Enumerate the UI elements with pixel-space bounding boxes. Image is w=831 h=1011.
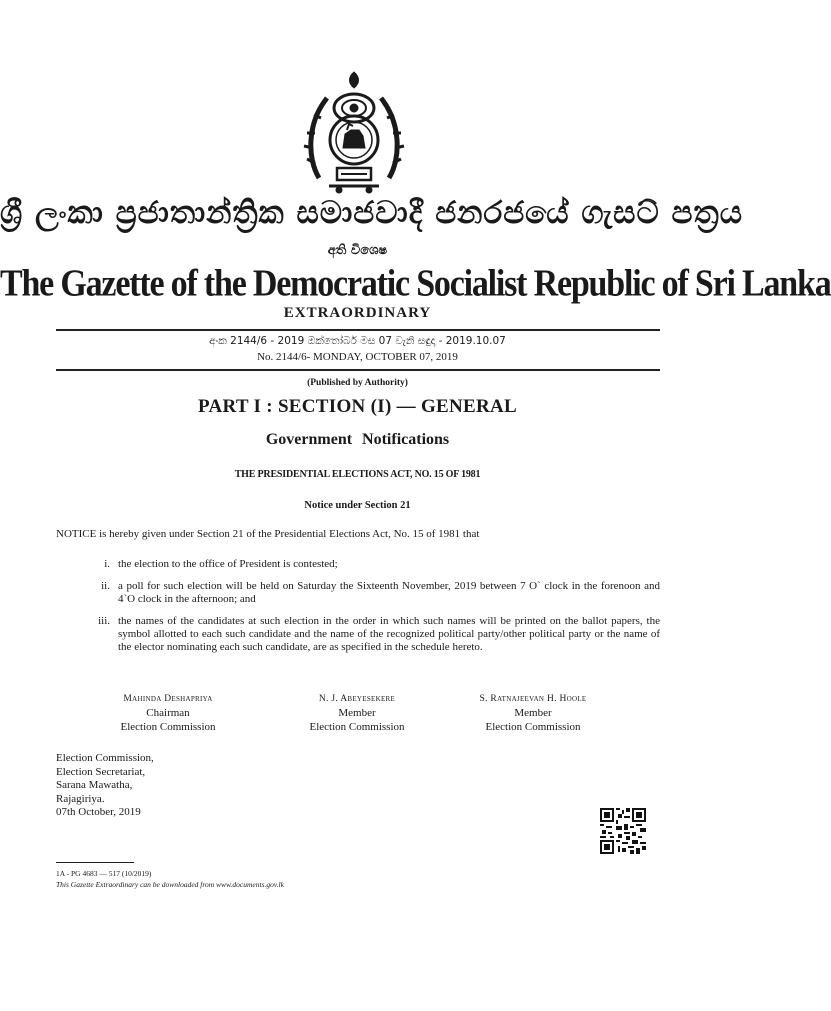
list-item-number: ii. xyxy=(101,580,110,592)
list-item xyxy=(56,558,660,571)
list-item xyxy=(56,615,660,654)
sri-lanka-emblem-icon xyxy=(299,68,409,196)
list-item xyxy=(56,580,660,606)
signatory-org: Election Commission xyxy=(485,721,581,733)
list-item-text: the names of the candidates at such election in the order in which such names will be printed on the ballot papers, the symbol allotted to each such candidate and the name of the recognized political party/other political party or the name of the elector nominating each such candidate, are as specified in the schedule hereto. xyxy=(118,615,660,653)
list-item-number: i. xyxy=(104,558,110,570)
signature-block xyxy=(0,692,715,740)
sinhala-gazette-title: ශ්‍රී ලංකා ප්‍රජාතාන්ත්‍රික සමාජවාදී ජනරජයේ ගැසට් පත්‍රය xyxy=(0,195,744,231)
signatory-role: Chairman xyxy=(146,707,190,719)
notice-intro: NOTICE is hereby given under Section 21 of the Presidential Elections Act, No. 15 of 1981 that xyxy=(56,528,480,540)
issue-line-english: No. 2144/6- MONDAY, OCTOBER 07, 2019 xyxy=(257,351,458,363)
address-line: Sarana Mawatha, xyxy=(56,779,133,791)
footer-rule xyxy=(56,862,134,863)
signatory-org: Election Commission xyxy=(309,721,405,733)
list-item-text: the election to the office of President is contested; xyxy=(118,558,338,570)
signature-member-2 xyxy=(443,692,623,734)
signature-member-1 xyxy=(267,692,447,734)
header-rule-top xyxy=(56,329,660,331)
sinhala-extraordinary-label: අති විශෙෂ xyxy=(327,243,388,258)
part-heading: PART I : SECTION (I) — GENERAL xyxy=(197,396,518,417)
signatory-name: N. J. Abeyesekere xyxy=(318,694,396,704)
list-item-text: a poll for such election will be held on Saturday the Sixteenth November, 2019 between 7 O` clock in the forenoon and 4`O clock in the afternoon; and xyxy=(118,580,660,605)
gazette-title: The Gazette of the Democratic Socialist Republic of Sri Lanka xyxy=(0,263,831,305)
address-date: 07th October, 2019 xyxy=(56,806,141,818)
issuing-office-address xyxy=(56,752,154,820)
signature-chairman xyxy=(78,692,258,734)
list-item-number: iii. xyxy=(98,615,110,627)
qr-code-icon xyxy=(600,808,646,854)
act-title: THE PRESIDENTIAL ELECTIONS ACT, NO. 15 OF 1981 xyxy=(234,469,481,480)
extraordinary-label: EXTRAORDINARY xyxy=(283,305,432,321)
address-line: Election Secretariat, xyxy=(56,765,146,778)
signatory-name: S. Ratnajeevan H. Hoole xyxy=(479,694,587,704)
notice-heading: Notice under Section 21 xyxy=(304,500,411,511)
address-line: Rajagiriya. xyxy=(56,792,105,805)
signatory-role: Member xyxy=(514,707,552,719)
section-title: Government Notifications xyxy=(265,431,450,448)
address-line: Election Commission, xyxy=(56,752,154,764)
signatory-role: Member xyxy=(338,707,376,719)
download-note: This Gazette Extraordinary can be downloaded from www.documents.gov.lk xyxy=(56,880,284,889)
signatory-name: Mahinda Deshapriya xyxy=(123,694,213,704)
published-by-authority: (Published by Authority) xyxy=(307,378,408,388)
issue-line-sinhala: අංක 2144/6 - 2019 ඔක්තෝබර් මස 07 වැනි සඳුදා - 2019.10.07 xyxy=(209,335,506,347)
notice-items xyxy=(56,558,660,663)
print-code: 1A - PG 4683 — 517 (10/2019) xyxy=(56,869,152,878)
signatory-org: Election Commission xyxy=(120,721,216,733)
header-rule-bottom xyxy=(56,369,660,371)
